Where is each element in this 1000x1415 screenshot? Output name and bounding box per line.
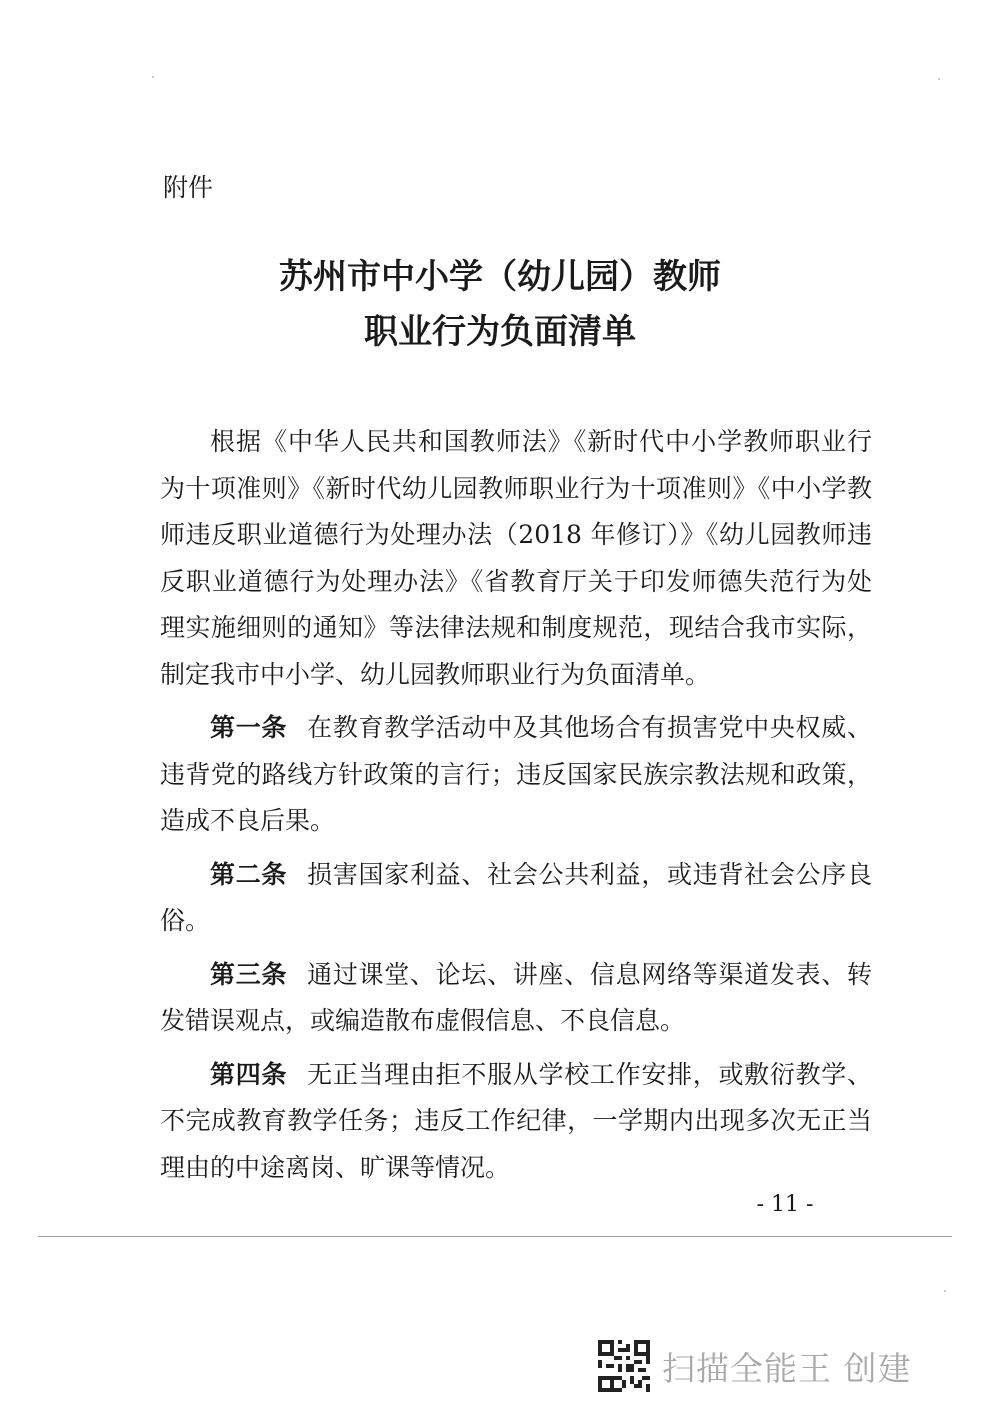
scanner-watermark xyxy=(598,1339,912,1393)
attachment-label: 附件 xyxy=(163,173,214,202)
article-3 xyxy=(160,952,872,1045)
article-heading: 第三条 xyxy=(210,959,288,989)
article-2 xyxy=(160,852,872,945)
page-number: - 11 - xyxy=(756,1192,814,1217)
article-text: 损害国家利益、社会公共利益，或违背社会公序良俗。 xyxy=(160,859,872,935)
page-divider xyxy=(38,1236,952,1237)
document-title-line-2: 职业行为负面清单 xyxy=(364,312,636,352)
intro-paragraph: 根据《中华人民共和国教师法》《新时代中小学教师职业行为十项准则》《新时代幼儿园教师职业行为十项准则》《中小学教师违反职业道德行为处理办法（2018 年修订）》《幼儿园教师违反职业道德行为处理办法》《省教育厅关于印发师德失范行为处理实施细则的通知》等法律法规和制度规范，现结合我市实际，制定我市中小学、幼儿园教师职业行为负面清单。 xyxy=(160,427,872,689)
article-heading: 第四条 xyxy=(210,1059,288,1089)
article-heading: 第二条 xyxy=(210,859,288,889)
scan-speck xyxy=(944,1290,946,1292)
article-text: 无正当理由拒不服从学校工作安排，或敷衍教学、不完成教育教学任务；违反工作纪律，一学期内出现多次无正当理由的中途离岗、旷课等情况。 xyxy=(160,1059,872,1182)
qr-code-icon xyxy=(598,1340,650,1392)
document-title-line-1: 苏州市中小学（幼儿园）教师 xyxy=(279,257,721,297)
scan-speck xyxy=(938,78,940,80)
scan-speck xyxy=(152,76,154,78)
watermark-text: 扫描全能王 创建 xyxy=(662,1348,912,1388)
document-body xyxy=(160,419,872,1191)
article-heading: 第一条 xyxy=(210,713,288,742)
article-text: 在教育教学活动中及其他场合有损害党中央权威、违背党的路线方针政策的言行；违反国家民族宗教法规和政策，造成不良后果。 xyxy=(160,713,872,835)
article-4 xyxy=(160,1052,872,1192)
article-text: 通过课堂、论坛、讲座、信息网络等渠道发表、转发错误观点，或编造散布虚假信息、不良信息。 xyxy=(160,959,872,1035)
article-1 xyxy=(160,705,872,845)
